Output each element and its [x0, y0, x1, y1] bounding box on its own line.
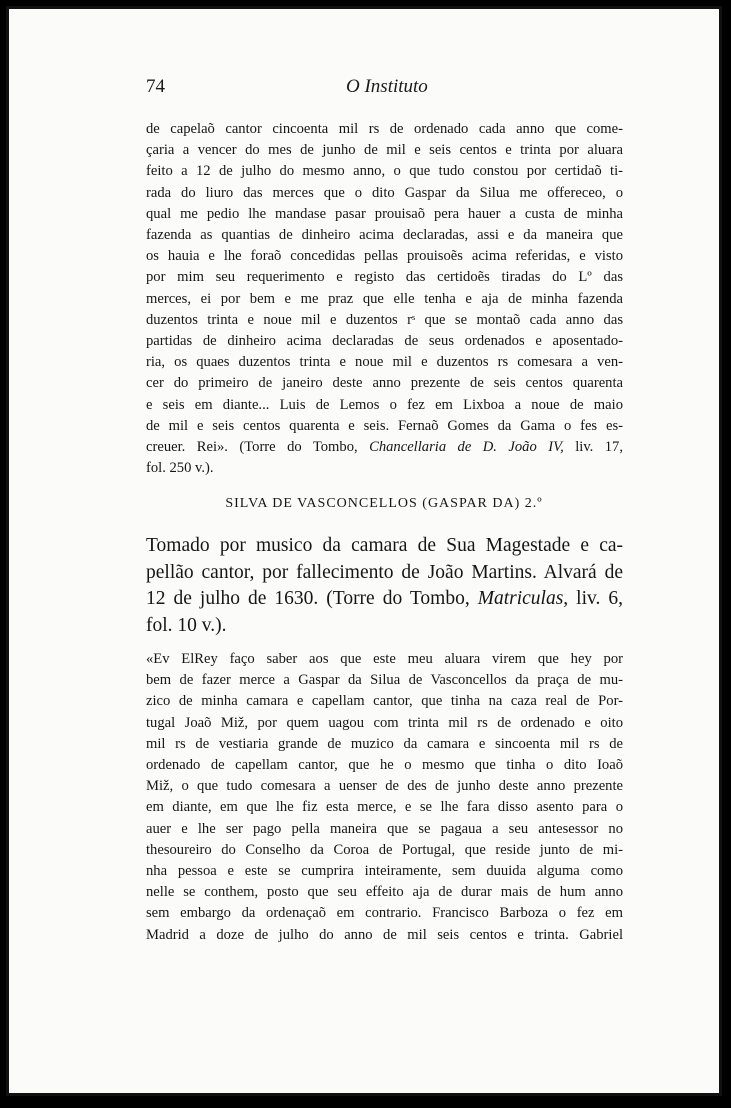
running-title: O Instituto: [346, 76, 428, 97]
text-line: rada do liuro das merces que o dito Gaspar da Silua me offereceo, o: [146, 184, 623, 201]
text-line: nha pessoa e este se cumprira inteiramente, sem duuida alguma como: [146, 863, 623, 880]
summary-line: fol. 10 v.).: [146, 614, 227, 636]
citation-text: creuer. Rei». (Torre do Tombo,: [146, 439, 370, 456]
summary-line: Tomado por musico da camara de Sua Magestade e ca-: [146, 535, 623, 556]
text-line: thesoureiro do Conselho da Coroa de Portugal, que reside junto de mi-: [146, 841, 623, 858]
text-line: bem de fazer merce a Gaspar da Silua de Vasconcellos da praça de mu-: [146, 672, 623, 689]
page-header: [146, 76, 622, 104]
text-line: feito a 12 de julho do mesmo anno, o que tudo constou por certidaõ ti-: [146, 163, 623, 180]
summary-line: pellão cantor, por fallecimento de João Martins. Alvará de: [146, 561, 623, 583]
text-line: çaria a vencer do mes de junho de mil e seis centos e trinta por aluara: [146, 142, 623, 159]
text-line: zico de minha camara e capellam cantor, que tinha na caza real de Por-: [146, 693, 623, 710]
text-line: tugal Joaõ Miž, por quem uagou com trinta mil rs de ordenado e oito: [146, 714, 623, 731]
text-line: cer do primeiro de janeiro deste anno prezente de seis centos quarenta: [146, 375, 623, 392]
text-line: de mil e seis centos quarenta e seis. Fernaõ Gomes da Gama o fes es-: [146, 417, 623, 434]
text-line: por mim seu requerimento e registo das certidoẽs tiradas do Lº das: [146, 269, 623, 286]
text-line: sem embargo da ordenaçaõ em contrario. Francisco Barboza o fez em: [146, 905, 623, 922]
citation-line: [146, 586, 623, 613]
text-line: mil rs de vestiaria grande de muzico da camara e sincoenta mil rs de: [146, 735, 623, 752]
text-line: e seis em diante... Luis de Lemos o fez em Lixboa a noue de maio: [146, 396, 623, 413]
text-line: «Ev ElRey faço saber aos que este meu aluara virem que hey por: [146, 651, 623, 667]
text-line: qual me pedio lhe mandase pasar prouisaõ pera hauer a custa de minha: [146, 205, 623, 222]
citation-text: 12 de julho de 1630. (Torre do Tombo,: [146, 588, 478, 609]
text-line: fazenda as quantias de dinheiro acima declaradas, assi e da maneira que: [146, 227, 623, 244]
text-line: partidas de dinheiro acima declaradas de seus ordenados e aposentado-: [146, 333, 623, 350]
citation-text: liv. 17,: [563, 439, 624, 456]
text-line: Miž, o que tudo comesara a uenser de des de junho deste anno prezente: [146, 778, 623, 795]
text-line: duzentos trinta e noue mil e duzentos rˢ que se montaõ cada anno das: [146, 311, 623, 328]
citation-text: liv. 6,: [568, 588, 623, 609]
text-line: fol. 250 v.).: [146, 460, 214, 477]
text-line: ria, os quaes duzentos trinta e noue mil e duzentos rs comesara a ven-: [146, 354, 623, 371]
text-line: merces, ei por bem e me praz que elle tenha e aja de minha fazenda: [146, 290, 623, 307]
citation-line: [146, 437, 623, 458]
text-line: nelle se conthem, posto que seu effeito aja de durar mais de hum anno: [146, 884, 623, 901]
text-line: Madrid a doze de julho do anno de mil seis centos e trinta. Gabriel: [146, 926, 623, 943]
text-line: de capelaõ cantor cincoenta mil rs de ordenado cada anno que come-: [146, 121, 623, 137]
text-line: ordenado de capellam cantor, que he o mesmo que tinha o dito Ioaõ: [146, 757, 623, 774]
text-line: em diante, em que lhe fiz esta merce, e se lhe fara disso asento para o: [146, 799, 623, 816]
citation-source-title: Chancellaria de D. João IV,: [369, 439, 564, 456]
text-line: os hauia e lhe foraõ concedidas pellas prouisoẽs acima referidas, e visto: [146, 248, 623, 265]
section-heading: SILVA DE VASCONCELLOS (GASPAR DA) 2.º: [225, 496, 543, 511]
paragraph-2: [146, 649, 623, 946]
text-line: auer e lhe ser pago pella maneira que se pagaua a seu antesessor no: [146, 820, 623, 837]
citation-source-title: Matriculas,: [477, 588, 569, 609]
paragraph-1: [146, 119, 623, 479]
entry-summary: [146, 533, 623, 639]
page-number: 74: [146, 76, 165, 97]
